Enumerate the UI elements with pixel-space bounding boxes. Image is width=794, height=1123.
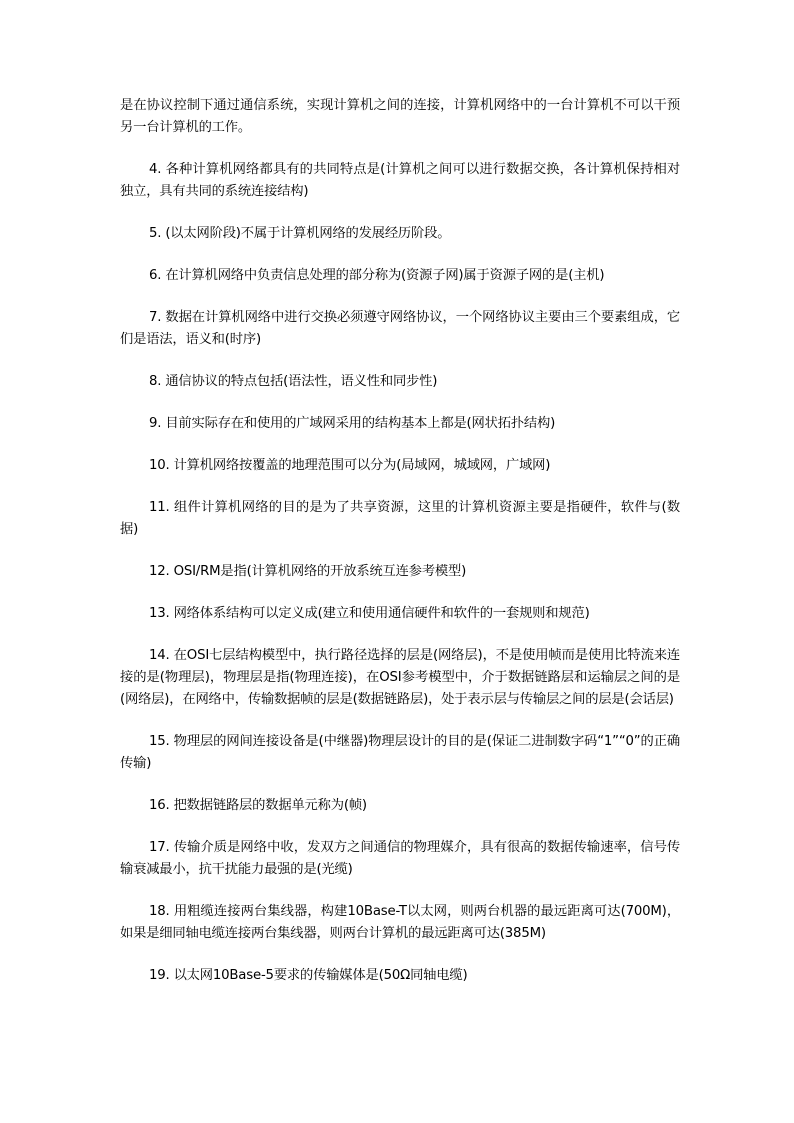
paragraph-item-5: 5. (以太网阶段)不属于计算机网络的发展经历阶段。 xyxy=(149,226,451,241)
paragraph-item-16: 16. 把数据链路层的数据单元称为(帧) xyxy=(149,798,367,813)
paragraph-item-19: 19. 以太网10Base-5要求的传输媒体是(50Ω同轴电缆) xyxy=(149,968,468,983)
paragraph-item-12: 12. OSI/RM是指(计算机网络的开放系统互连参考模型) xyxy=(149,564,467,579)
document-body xyxy=(120,95,680,1007)
paragraph-item-10: 10. 计算机网络按覆盖的地理范围可以分为(局域网，城域网，广域网) xyxy=(149,458,551,473)
paragraph-item-14: 14. 在OSI七层结构模型中，执行路径选择的层是(网络层)，不是使用帧而是使用比特流来连接的是(物理层)，物理层是指(物理连接)，在OSI参考模型中，介于数据链路层和运输层之间的是(网络层)，在网络中，传输数据帧的层是(数据链路层)，处于表示层与传输层之间的层是(会话层) xyxy=(120,648,680,707)
paragraph-item-4: 4. 各种计算机网络都具有的共同特点是(计算机之间可以进行数据交换，各计算机保持相对独立，具有共同的系统连接结构) xyxy=(120,162,680,199)
paragraph-item-17: 17. 传输介质是网络中收，发双方之间通信的物理媒介，具有很高的数据传输速率，信号传输衰减最小，抗干扰能力最强的是(光缆) xyxy=(120,840,680,877)
paragraph-item-13: 13. 网络体系结构可以定义成(建立和使用通信硬件和软件的一套规则和规范) xyxy=(149,606,590,621)
paragraph-item-6: 6. 在计算机网络中负责信息处理的部分称为(资源子网)属于资源子网的是(主机) xyxy=(149,268,605,283)
paragraph-item-18: 18. 用粗缆连接两台集线器，构建10Base-T以太网，则两台机器的最远距离可达(700M)，如果是细同轴电缆连接两台集线器，则两台计算机的最远距离可达(385M) xyxy=(120,904,680,941)
paragraph-item-7: 7. 数据在计算机网络中进行交换必须遵守网络协议，一个网络协议主要由三个要素组成，它们是语法，语义和(时序) xyxy=(120,310,680,347)
paragraph-item-8: 8. 通信协议的特点包括(语法性，语义性和同步性) xyxy=(149,374,438,389)
paragraph-item-9: 9. 目前实际存在和使用的广域网采用的结构基本上都是(网状拓扑结构) xyxy=(149,416,556,431)
paragraph-continuation: 是在协议控制下通过通信系统，实现计算机之间的连接，计算机网络中的一台计算机不可以干预另一台计算机的工作。 xyxy=(120,98,680,135)
paragraph-item-11: 11. 组件计算机网络的目的是为了共享资源，这里的计算机资源主要是指硬件，软件与(数据) xyxy=(120,500,680,537)
paragraph-item-15: 15. 物理层的网间连接设备是(中继器)物理层设计的目的是(保证二进制数字码“1”“0”的正确传输) xyxy=(120,734,680,771)
